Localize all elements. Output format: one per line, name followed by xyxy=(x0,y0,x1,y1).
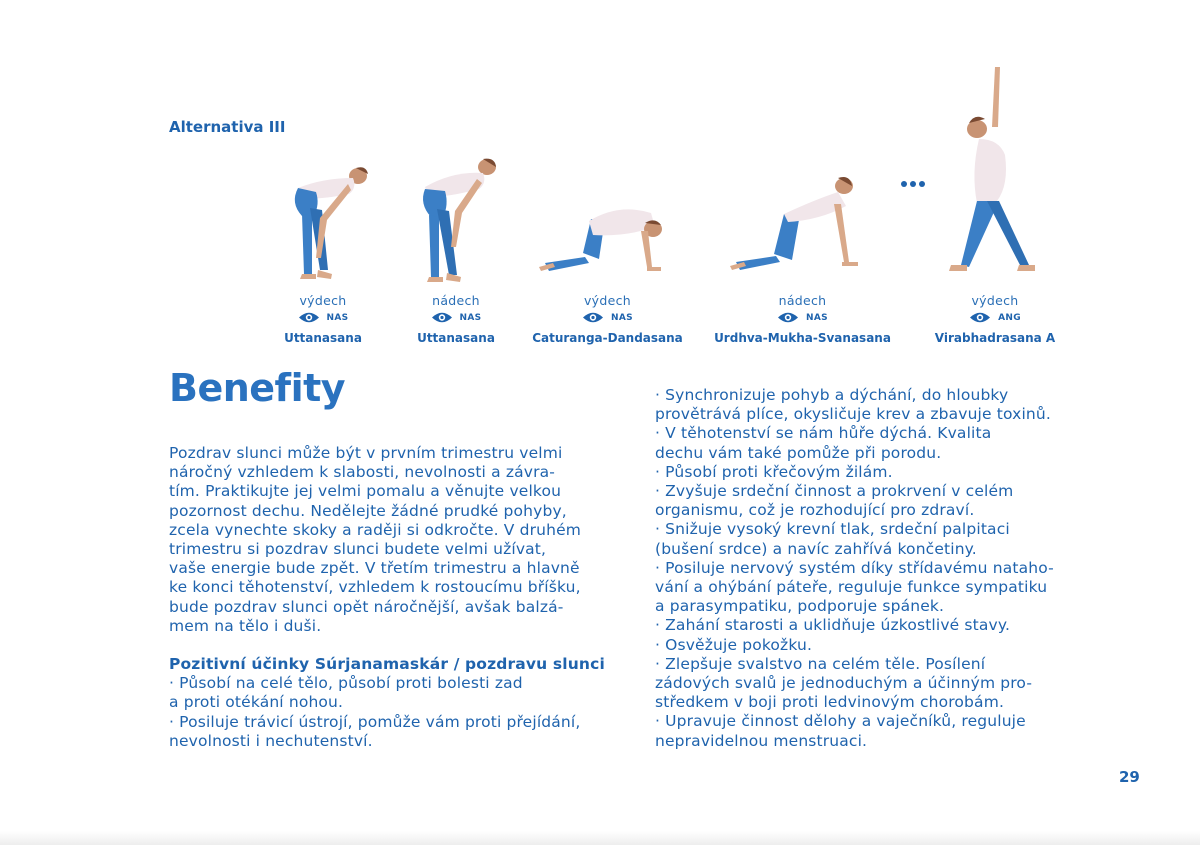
more-dots-icon xyxy=(901,181,925,187)
list-line: · Synchronizuje pohyb a dýchání, do hloubky xyxy=(655,386,1009,404)
kneeling-cat-figure xyxy=(535,183,685,278)
intro-line: mem na tělo i duši. xyxy=(169,616,322,635)
pose-tag: ANG xyxy=(998,312,1021,323)
list-line: · Působí proti křečovým žilám. xyxy=(655,462,893,481)
intro-line: vaše energie bude zpět. V třetím trimestru a hlavně xyxy=(169,559,580,578)
breath-label: výdech xyxy=(583,293,631,308)
list-line: (bušení srdce) a navíc zahřívá končetiny. xyxy=(655,539,977,558)
pose-name: Caturanga-Dandasana xyxy=(532,331,683,345)
list-line: dechu vám také pomůže při porodu. xyxy=(655,443,942,462)
pose-tag: NAS xyxy=(611,312,633,323)
breath-label: výdech xyxy=(299,293,347,308)
eye-tag-row xyxy=(416,311,496,324)
pose-tag: NAS xyxy=(326,312,349,323)
list-line: · Upravuje činnost dělohy a vaječníků, reguluje xyxy=(655,712,1026,731)
page-bottom-shadow xyxy=(0,831,1200,845)
list-line: · Zvyšuje srdeční činnost a prokrvení v celém xyxy=(655,482,1014,501)
list-line: · Posiluje nervový systém díky střídavému nataho- xyxy=(655,558,1054,577)
list-line: nepravidelnou menstruaci. xyxy=(655,731,868,750)
list-line: středkem v boji proti ledvinovým chorobám. xyxy=(655,693,1005,712)
pose-name: Urdhva-Mukha-Svanasana xyxy=(714,331,891,345)
list-line: organismu, což je rozhodující pro zdraví. xyxy=(655,501,975,520)
right-text-column xyxy=(655,386,1115,751)
list-line: · Posiluje trávicí ústrojí, pomůže vám proti přejídání, xyxy=(169,712,581,731)
list-line: · Snižuje vysoký krevní tlak, srdeční palpitaci xyxy=(655,520,1010,539)
standing-forward-bend-figure xyxy=(278,158,378,283)
list-line: · V těhotenství se nám hůře dýchá. Kvalita xyxy=(655,424,992,443)
breath-label: nádech xyxy=(432,293,480,308)
warrior-figure xyxy=(935,65,1055,280)
eye-tag-row xyxy=(545,311,670,324)
eye-icon xyxy=(298,311,320,324)
eye-tag-row xyxy=(283,311,363,324)
breath-label: výdech xyxy=(971,293,1019,308)
pose-name: Virabhadrasana A xyxy=(934,331,1056,345)
pose-name: Uttanasana xyxy=(417,331,495,345)
eye-tag-row xyxy=(725,311,880,324)
intro-line: náročný vzhledem k slabosti, nevolnosti a závra- xyxy=(169,463,555,482)
kneeling-upward-figure xyxy=(730,170,880,280)
intro-line: ke konci těhotenství, vzhledem k rostoucímu bříšku, xyxy=(169,578,581,597)
positive-effects-heading: Pozitivní účinky Súrjanamaskár / pozdravu slunci xyxy=(169,655,605,674)
left-text-column xyxy=(169,444,639,751)
pose-tag: NAS xyxy=(459,312,482,323)
eye-tag-row xyxy=(945,311,1045,324)
list-line: · Zahání starosti a uklidňuje úzkostlivé stavy. xyxy=(655,616,1011,635)
list-line: zádových svalů je jednoduchým a účinným pro- xyxy=(655,674,1033,693)
eye-icon xyxy=(582,311,604,324)
section-label: Alternativa III xyxy=(169,118,286,136)
eye-icon xyxy=(431,311,453,324)
intro-line: tím. Praktikujte jej velmi pomalu a věnujte velkou xyxy=(169,482,562,501)
intro-line: trimestru si pozdrav slunci budete velmi užívat, xyxy=(169,540,547,559)
list-line: · Působí na celé tělo, působí proti bolesti zad xyxy=(169,674,523,693)
intro-line: zcela vynechte skoky a raději si odkročte. V druhém xyxy=(169,520,582,539)
page-number: 29 xyxy=(1119,768,1140,786)
list-line: vání a ohýbání páteře, reguluje funkce sympatiku xyxy=(655,578,1048,597)
half-forward-bend-figure xyxy=(411,153,511,288)
benefits-heading: Benefity xyxy=(169,366,346,410)
list-line: a proti otékání nohou. xyxy=(169,693,344,712)
pose-name: Uttanasana xyxy=(284,331,362,345)
eye-icon xyxy=(969,311,991,324)
list-line: · Osvěžuje pokožku. xyxy=(655,635,813,654)
eye-icon xyxy=(777,311,799,324)
intro-line: bude pozdrav slunci opět náročnější, avšak balzá- xyxy=(169,597,564,616)
intro-line: pozornost dechu. Nedělejte žádné prudké pohyby, xyxy=(169,501,567,520)
breath-label: nádech xyxy=(778,293,827,308)
list-line: nevolnosti i nechutenství. xyxy=(169,731,373,750)
pose-tag: NAS xyxy=(806,312,828,323)
list-line: · Zlepšuje svalstvo na celém těle. Posílení xyxy=(655,654,986,673)
intro-line: Pozdrav slunci může být v prvním trimestru velmi xyxy=(169,444,563,462)
list-line: provětrává plíce, okysličuje krev a zbavuje toxinů. xyxy=(655,405,1051,424)
list-line: a parasympatiku, podporuje spánek. xyxy=(655,597,945,616)
